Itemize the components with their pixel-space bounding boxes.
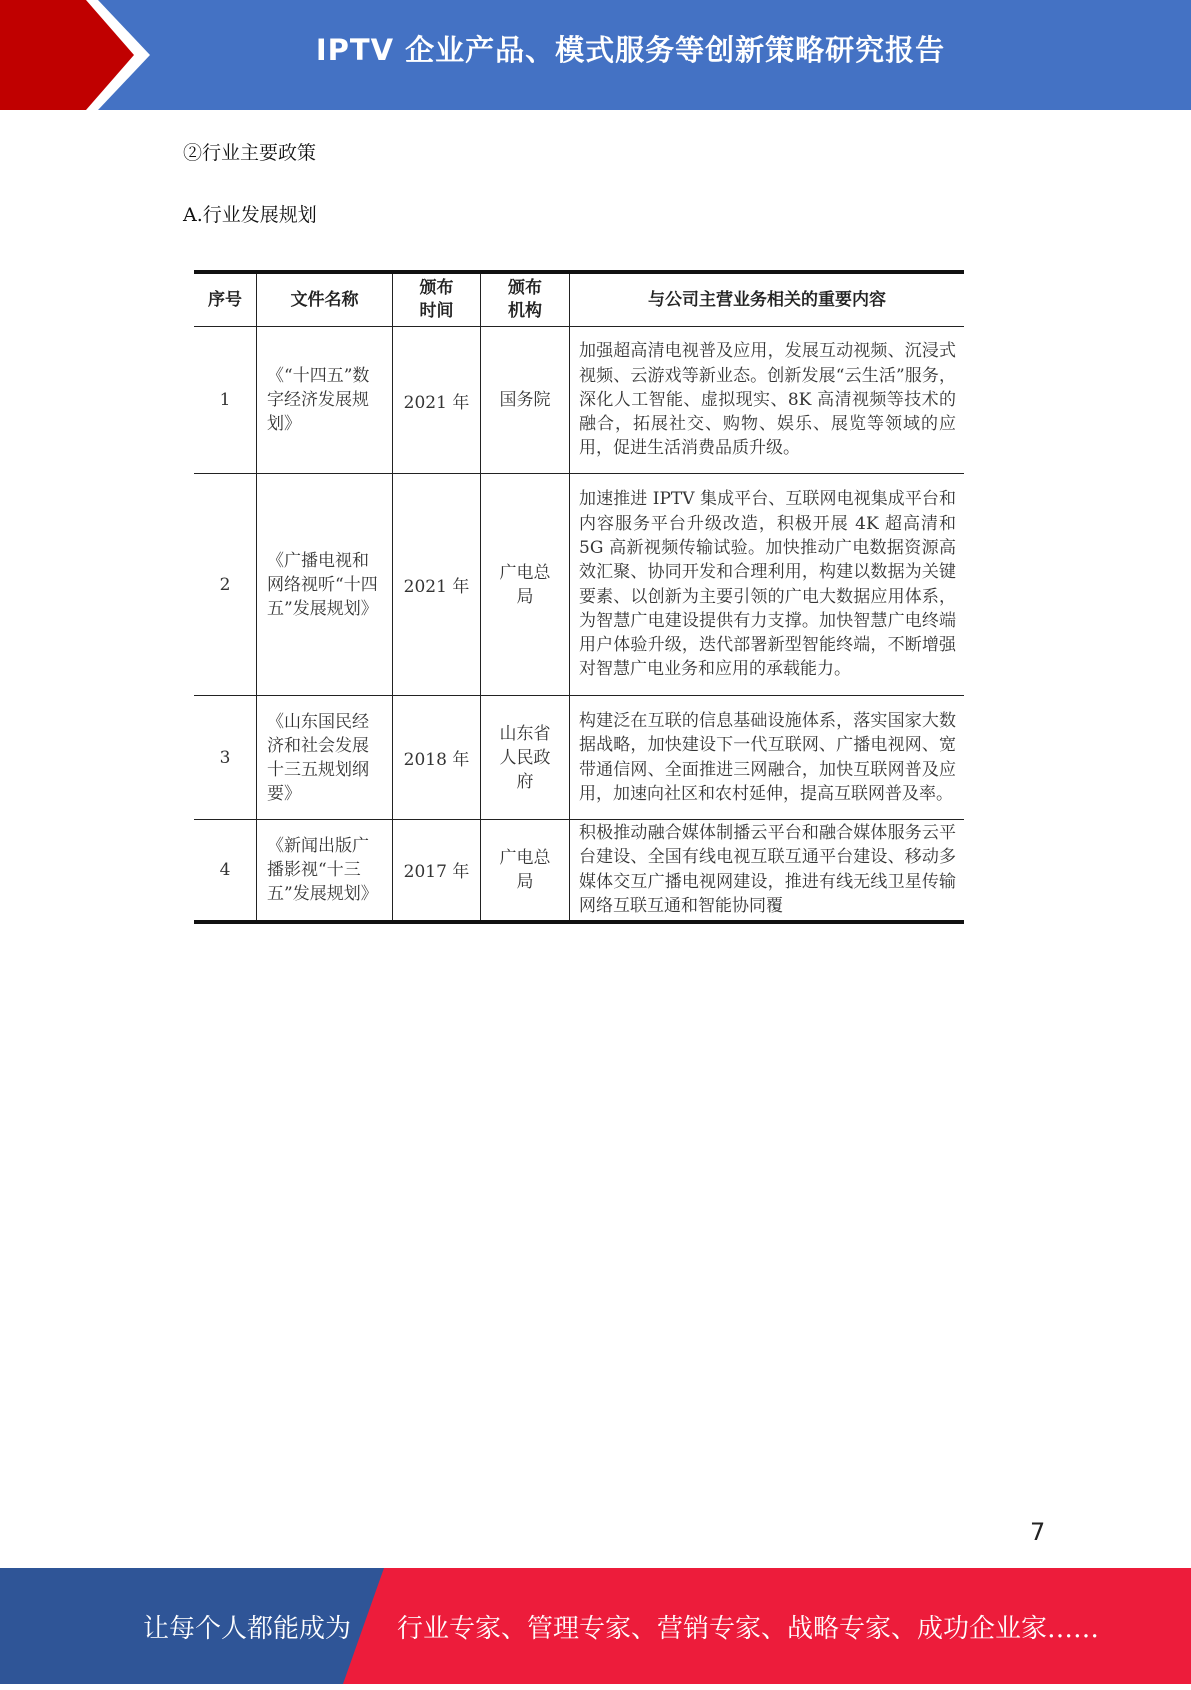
- row-name: 《山东国民经济和社会发展十三五规划纲要》: [257, 696, 393, 820]
- page-header: [0, 0, 1191, 110]
- row-content: 加速推进 IPTV 集成平台、互联网电视集成平台和内容服务平台升级改造，积极开展 4K 超高清和 5G 高新视频传输试验。加快推动广电数据资源高效汇聚、协同开发和合理利用，构建以数据为关键要素、以创新为主要引领的广电大数据应用体系，为智慧广电建设提供有力支撑。加快智慧广电终端用户体验升级，迭代部署新型智能终端，不断增强对智慧广电业务和应用的承载能力。: [570, 474, 965, 696]
- row-org: 广电总局: [481, 474, 570, 696]
- row-name: 《广播电视和网络视听“十四五”发展规划》: [257, 474, 393, 696]
- row-no: 4: [194, 820, 257, 922]
- report-title: IPTV 企业产品、模式服务等创新策略研究报告: [315, 33, 946, 67]
- page-footer: [0, 1568, 1191, 1684]
- row-content: 积极推动融合媒体制播云平台和融合媒体服务云平台建设、全国有线电视互联互通平台建设、移动多媒体交互广播电视网建设，推进有线无线卫星传输网络互联互通和智能协同覆: [570, 820, 965, 922]
- header-org: 颁布 机构: [481, 272, 570, 327]
- footer-slogan: 让每个人都能成为: [143, 1614, 352, 1644]
- row-time: 2017 年: [393, 820, 481, 922]
- section-subheading: A.行业发展规划: [183, 204, 317, 226]
- header-no: 序号: [194, 272, 257, 327]
- page-number: 7: [1030, 1518, 1046, 1546]
- table-row: [194, 327, 964, 474]
- table-header-row: [194, 272, 964, 327]
- row-name: 《新闻出版广播影视“十三五”发展规划》: [257, 820, 393, 922]
- header-name: 文件名称: [257, 272, 393, 327]
- row-content: 构建泛在互联的信息基础设施体系，落实国家大数据战略，加快建设下一代互联网、广播电视网、宽带通信网、全面推进三网融合，加快互联网普及应用，加速向社区和农村延伸，提高互联网普及率。: [570, 696, 965, 820]
- row-content: 加强超高清电视普及应用，发展互动视频、沉浸式视频、云游戏等新业态。创新发展“云生活”服务，深化人工智能、虚拟现实、8K 高清视频等技术的融合，拓展社交、购物、娱乐、展览等领域的应用，促进生活消费品质升级。: [570, 327, 965, 474]
- row-time: 2018 年: [393, 696, 481, 820]
- policy-table: [194, 270, 964, 924]
- footer-tagline: 行业专家、管理专家、营销专家、战略专家、成功企业家……: [397, 1614, 1100, 1644]
- row-time: 2021 年: [393, 327, 481, 474]
- header-time: 颁布 时间: [393, 272, 481, 327]
- row-no: 3: [194, 696, 257, 820]
- table-row: [194, 474, 964, 696]
- row-org: 山东省人民政府: [481, 696, 570, 820]
- row-org: 国务院: [481, 327, 570, 474]
- table-row: [194, 820, 964, 922]
- row-no: 2: [194, 474, 257, 696]
- row-no: 1: [194, 327, 257, 474]
- row-org: 广电总局: [481, 820, 570, 922]
- section-heading: ②行业主要政策: [183, 142, 317, 164]
- header-content: 与公司主营业务相关的重要内容: [570, 272, 965, 327]
- row-name: 《“十四五”数字经济发展规划》: [257, 327, 393, 474]
- row-time: 2021 年: [393, 474, 481, 696]
- table-row: [194, 696, 964, 820]
